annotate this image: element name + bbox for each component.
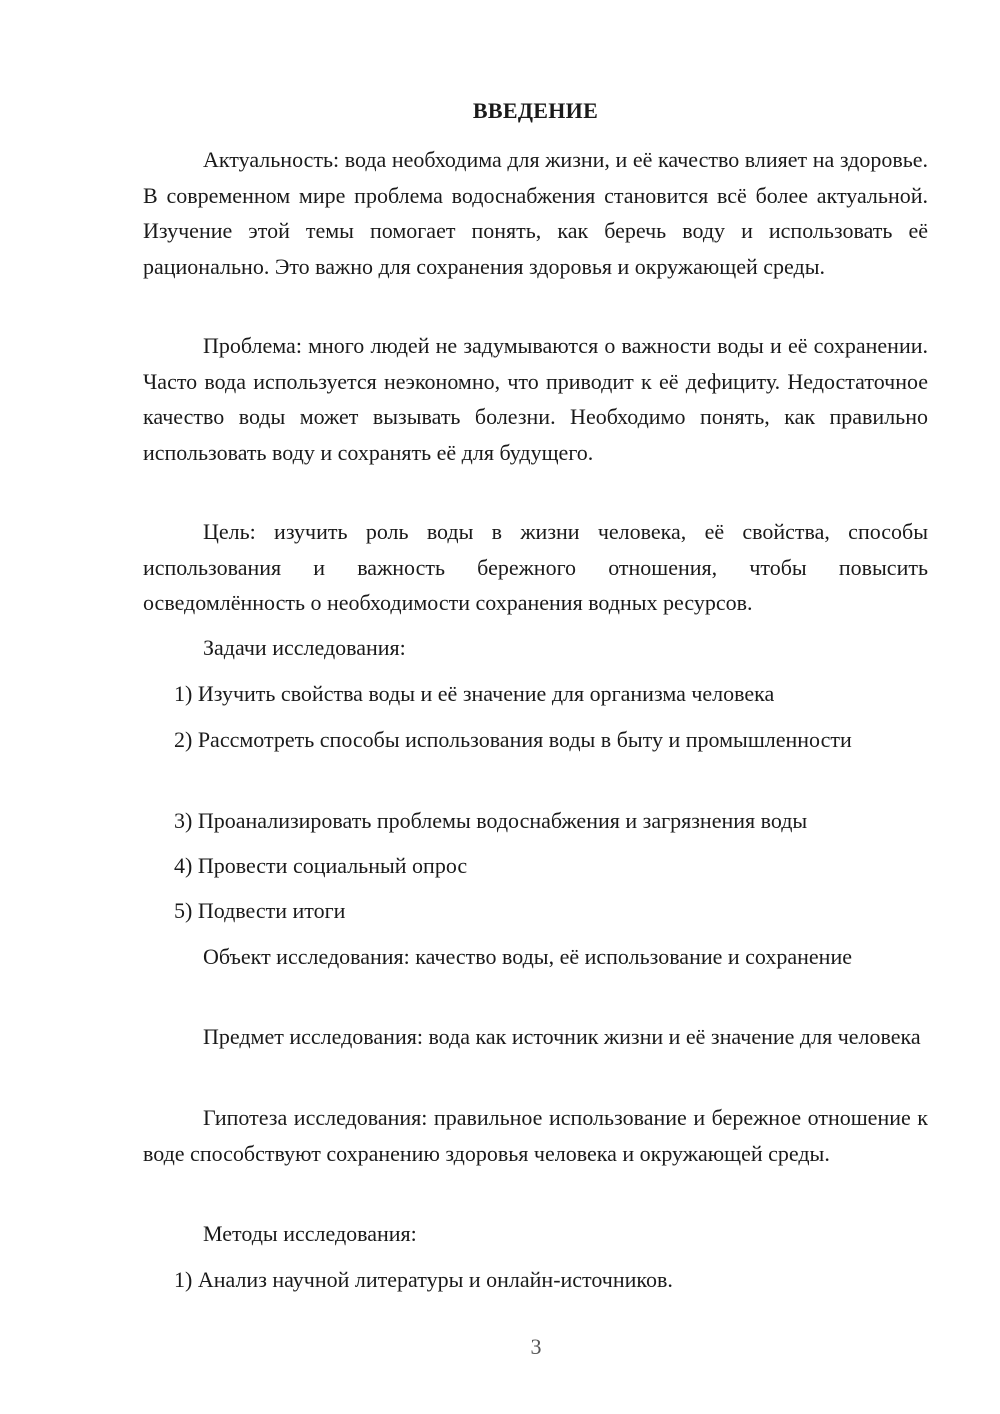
task-item: 5) Подвести итоги (174, 898, 346, 923)
paragraph-relevance: Актуальность: вода необходима для жизни, и её качество влияет на здоровье. В современном мире проблема водоснабжения становится всё более актуальной. Изучение этой темы помогает понять, как беречь воду и использовать её рационально. Это важно для сохранения здоровья и окружающей среды. (143, 147, 928, 279)
paragraph-hypothesis: Гипотеза исследования: правильное использование и бережное отношение к воде способствуют сохранению здоровья человека и окружающей среды. (143, 1105, 928, 1166)
methods-heading: Методы исследования: (203, 1221, 417, 1246)
paragraph-goal: Цель: изучить роль воды в жизни человека, её свойства, способы использования и важность бережного отношения, чтобы повысить осведомлённость о необходимости сохранения водных ресурсов. (143, 519, 928, 615)
task-item: 2) Рассмотреть способы использования воды в быту и промышленности (174, 727, 852, 752)
section-heading: ВВЕДЕНИЕ (472, 98, 599, 123)
task-item: 3) Проанализировать проблемы водоснабжения и загрязнения воды (174, 808, 808, 833)
method-item: 1) Анализ научной литературы и онлайн-источников. (174, 1267, 673, 1292)
paragraph-problem: Проблема: много людей не задумываются о важности воды и её сохранении. Часто вода используется неэкономно, что приводит к её дефициту. Недостаточное качество воды может вызывать болезни. Необходимо понять, как правильно использовать воду и сохранять её для будущего. (143, 333, 928, 465)
tasks-heading: Задачи исследования: (203, 635, 406, 660)
page-number: 3 (530, 1334, 542, 1359)
task-item: 4) Провести социальный опрос (174, 853, 468, 878)
paragraph-subject: Предмет исследования: вода как источник жизни и её значение для человека (203, 1024, 921, 1049)
paragraph-object: Объект исследования: качество воды, её использование и сохранение (203, 944, 852, 969)
task-item: 1) Изучить свойства воды и её значение для организма человека (174, 681, 775, 706)
